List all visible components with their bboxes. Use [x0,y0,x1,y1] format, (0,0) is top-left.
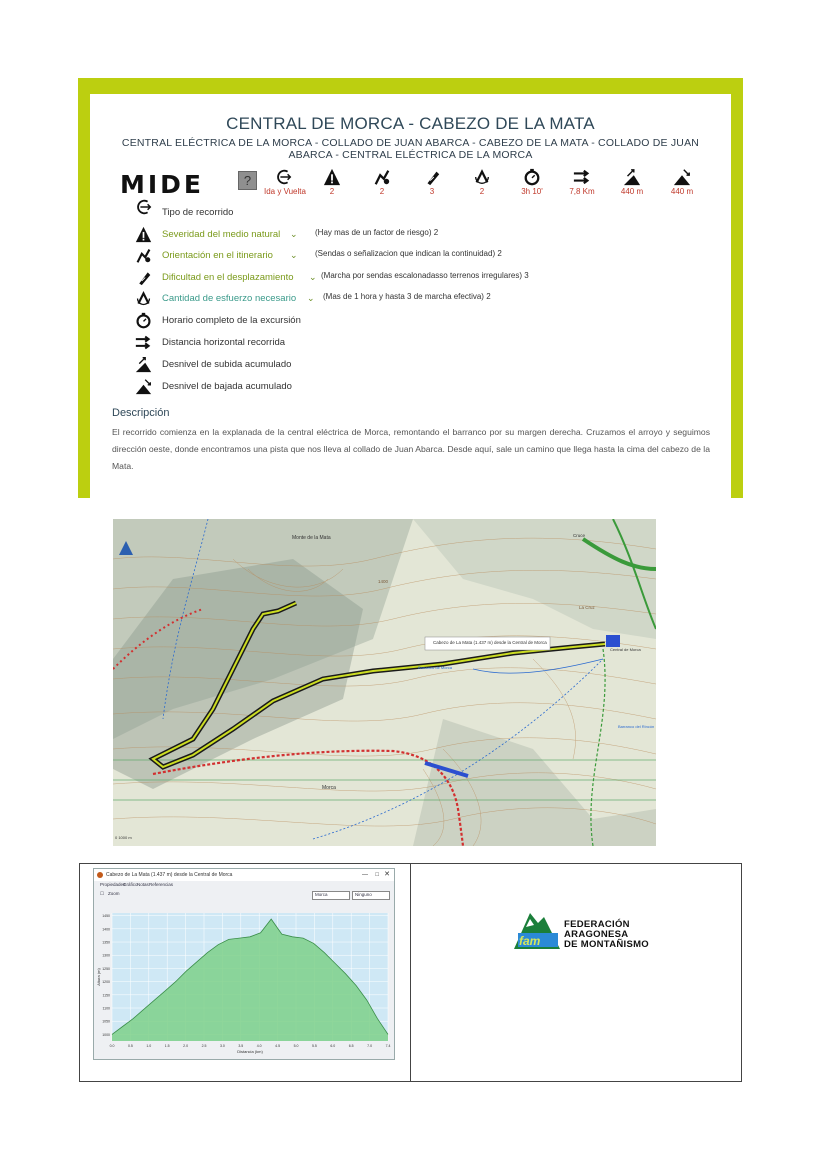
secondary-dropdown[interactable]: Ninguno [352,891,390,900]
mide-effort-label: 2 [479,187,485,196]
federation-line-1: FEDERACIÓN [564,919,630,930]
map-contour-label: 1400 [378,579,389,584]
chevron-down-icon[interactable]: ⌄ [290,229,298,239]
x-tick-label: 6.0 [330,1044,336,1048]
chevron-down-icon[interactable]: ⌄ [307,293,315,303]
tab-propiedades[interactable]: Propiedades [100,882,126,887]
profile-tabs [94,882,394,890]
mide-effort [462,168,502,196]
y-tick-label: 1100 [102,1006,110,1011]
mide-type [264,168,304,196]
route-title: CENTRAL DE MORCA - CABEZO DE LA MATA [226,114,595,133]
map-road-label: Cruce [573,533,586,538]
ascent-icon [623,168,641,186]
legend-label-type: Tipo de recorrido [162,207,234,218]
mide-type-label: Ida y Vuelta [264,187,306,196]
effort-icon [135,290,152,307]
ascent-icon [135,356,152,373]
y-tick-label: 1200 [102,980,110,985]
description-text: El recorrido comienza en la explanada de la central eléctrica de Morca, remontando el barranco por su margen derecha. Cruzamos el arroyo y seguimos dirección oeste, donde encontramos una pista que nos lleva al collado de Juan Abarca. Desde aquí, sale un camino que llega hasta la cima del cabezo de la Mata. [112,427,710,471]
mide-distance [562,168,602,196]
legend-label-difficulty[interactable]: Dificultad en el desplazamiento [162,272,294,283]
close-icon[interactable]: ✕ [384,871,390,878]
mide-time-label: 3h 10' [521,187,543,196]
warning-triangle-icon [323,168,341,186]
x-tick-label: 4.0 [256,1044,262,1048]
x-tick-label: 5.5 [311,1044,317,1048]
legend-value-effort: (Mas de 1 hora y hasta 3 de marcha efectiva) 2 [323,292,491,301]
legend-label-distance: Distancia horizontal recorrida [162,337,286,348]
map-place-cruz: La Cruz [579,605,595,610]
boot-icon [423,168,441,186]
zoom-label: Zoom [108,891,120,896]
y-tick-label: 1400 [102,927,110,932]
orientation-icon [373,168,391,186]
x-tick-label: 1.0 [146,1044,152,1048]
mide-severity [312,168,352,196]
x-tick-label: 3.5 [238,1044,244,1048]
legend-label-time: Horario completo de la excursión [162,315,301,326]
y-tick-label: 1150 [102,993,110,998]
double-arrow-icon [135,334,152,351]
elevation-chart [94,901,394,1059]
map-scale: 0 1000 m [115,835,132,840]
y-tick-label: 1450 [102,914,110,919]
stopwatch-icon [523,168,541,186]
x-tick-label: 3.0 [219,1044,225,1048]
mide-difficulty [412,168,452,196]
series-dropdown[interactable]: Morca [312,891,350,900]
descent-icon [135,378,152,395]
y-tick-label: 1250 [102,966,110,971]
chevron-down-icon[interactable]: ⌄ [290,250,298,260]
mide-time [512,168,552,196]
x-tick-label: 0.0 [109,1044,115,1048]
tab-referencias[interactable]: Referencias [149,882,174,887]
mide-logo: MIDE [120,170,205,199]
x-tick-label: 2.5 [201,1044,207,1048]
mide-distance-label: 7,8 Km [569,187,595,196]
maximize-icon[interactable]: □ [375,872,379,878]
legend-value-difficulty: (Marcha por sendas escalonadasso terrenos irregulares) 3 [321,271,529,280]
legend-value-orientation: (Sendas o señalizacion que indican la continuidad) 2 [315,249,502,258]
x-tick-label: 1.5 [164,1044,170,1048]
y-tick-label: 1350 [102,940,110,945]
table-divider [410,864,411,1081]
profile-title: Cabezo de La Mata (1.437 m) desde la Central de Morca [106,872,233,878]
profile-toolbar [94,891,394,901]
x-tick-label: 0.5 [127,1044,133,1048]
mide-difficulty-label: 3 [429,187,435,196]
loop-arrow-icon [275,168,293,186]
legend-value-severity: (Hay mas de un factor de riesgo) 2 [315,228,439,237]
federation-name [564,920,649,950]
mide-card-frame [78,78,743,498]
x-tick-label: 7.0 [367,1044,373,1048]
map-stream-label: Barranco de Morca [418,665,453,670]
double-arrow-icon [573,168,591,186]
mide-descent [662,168,702,196]
legend-label-effort[interactable]: Cantidad de esfuerzo necesario [162,293,297,304]
minimize-icon[interactable]: — [362,872,368,878]
boot-icon [135,269,152,286]
help-box[interactable]: ? [238,171,257,190]
orientation-icon [135,247,152,264]
route-map[interactable] [113,519,656,846]
mide-ascent-label: 440 m [620,187,644,196]
warning-triangle-icon [135,226,152,243]
legend-label-descent: Desnivel de bajada acumulado [162,381,292,392]
y-tick-label: 1000 [102,1032,110,1037]
effort-icon [473,168,491,186]
mide-descent-label: 440 m [670,187,694,196]
y-axis-label: Altura (m) [96,968,101,986]
description-heading: Descripción [112,407,170,419]
map-place-rincon: Barranco del Rincón [618,724,655,729]
profile-window[interactable] [93,868,395,1060]
mide-card [90,94,731,498]
federation-line-3: DE MONTAÑISMO [564,939,649,950]
mide-orientation-label: 2 [379,187,385,196]
tab-grafico[interactable]: Gráfico [123,882,138,887]
x-tick-label: 2.0 [183,1044,189,1048]
federation-line-2: ARAGONESA [564,929,629,940]
x-axis-label: Distancia (km) [237,1049,263,1054]
map-place-morca: Morca [322,785,336,791]
zoom-checkbox[interactable]: ☐ [100,891,105,896]
descent-icon [673,168,691,186]
map-place-central: Central de Morca [610,647,641,652]
mide-ascent [612,168,652,196]
map-route-tooltip[interactable]: Cabezo de La Mata (1.437 m) desde la Central de Morca [433,640,547,645]
mide-orientation [362,168,402,196]
tab-notas[interactable]: Notas [137,882,149,887]
y-tick-label: 1300 [102,953,110,958]
route-subtitle: CENTRAL ELÉCTRICA DE LA MORCA - COLLADO DE JUAN ABARCA - CABEZO DE LA MATA - COLLADO DE JUAN ABARCA - CENTRAL ELÉCTRICA DE LA MORCA [121,137,700,161]
legend-label-ascent: Desnivel de subida acumulado [162,359,292,370]
map-canvas [113,519,656,846]
loop-arrow-icon [135,198,153,216]
stopwatch-icon [135,312,152,329]
x-tick-label: 5.0 [293,1044,299,1048]
chevron-down-icon[interactable]: ⌄ [309,272,317,282]
app-icon [97,872,103,878]
x-tick-label: 4.5 [275,1044,281,1048]
mide-severity-label: 2 [329,187,335,196]
x-tick-label: 6.5 [348,1044,354,1048]
legend-label-orientation[interactable]: Orientación en el itinerario [162,250,273,261]
legend-label-severity[interactable]: Severidad del medio natural [162,229,281,240]
profile-titlebar[interactable] [94,869,394,881]
map-peak-label: Monte de la Mata [292,535,331,541]
y-tick-label: 1050 [102,1019,110,1024]
federation-logo-text: fam [519,934,541,948]
x-tick-label: 7.4 [385,1044,391,1048]
